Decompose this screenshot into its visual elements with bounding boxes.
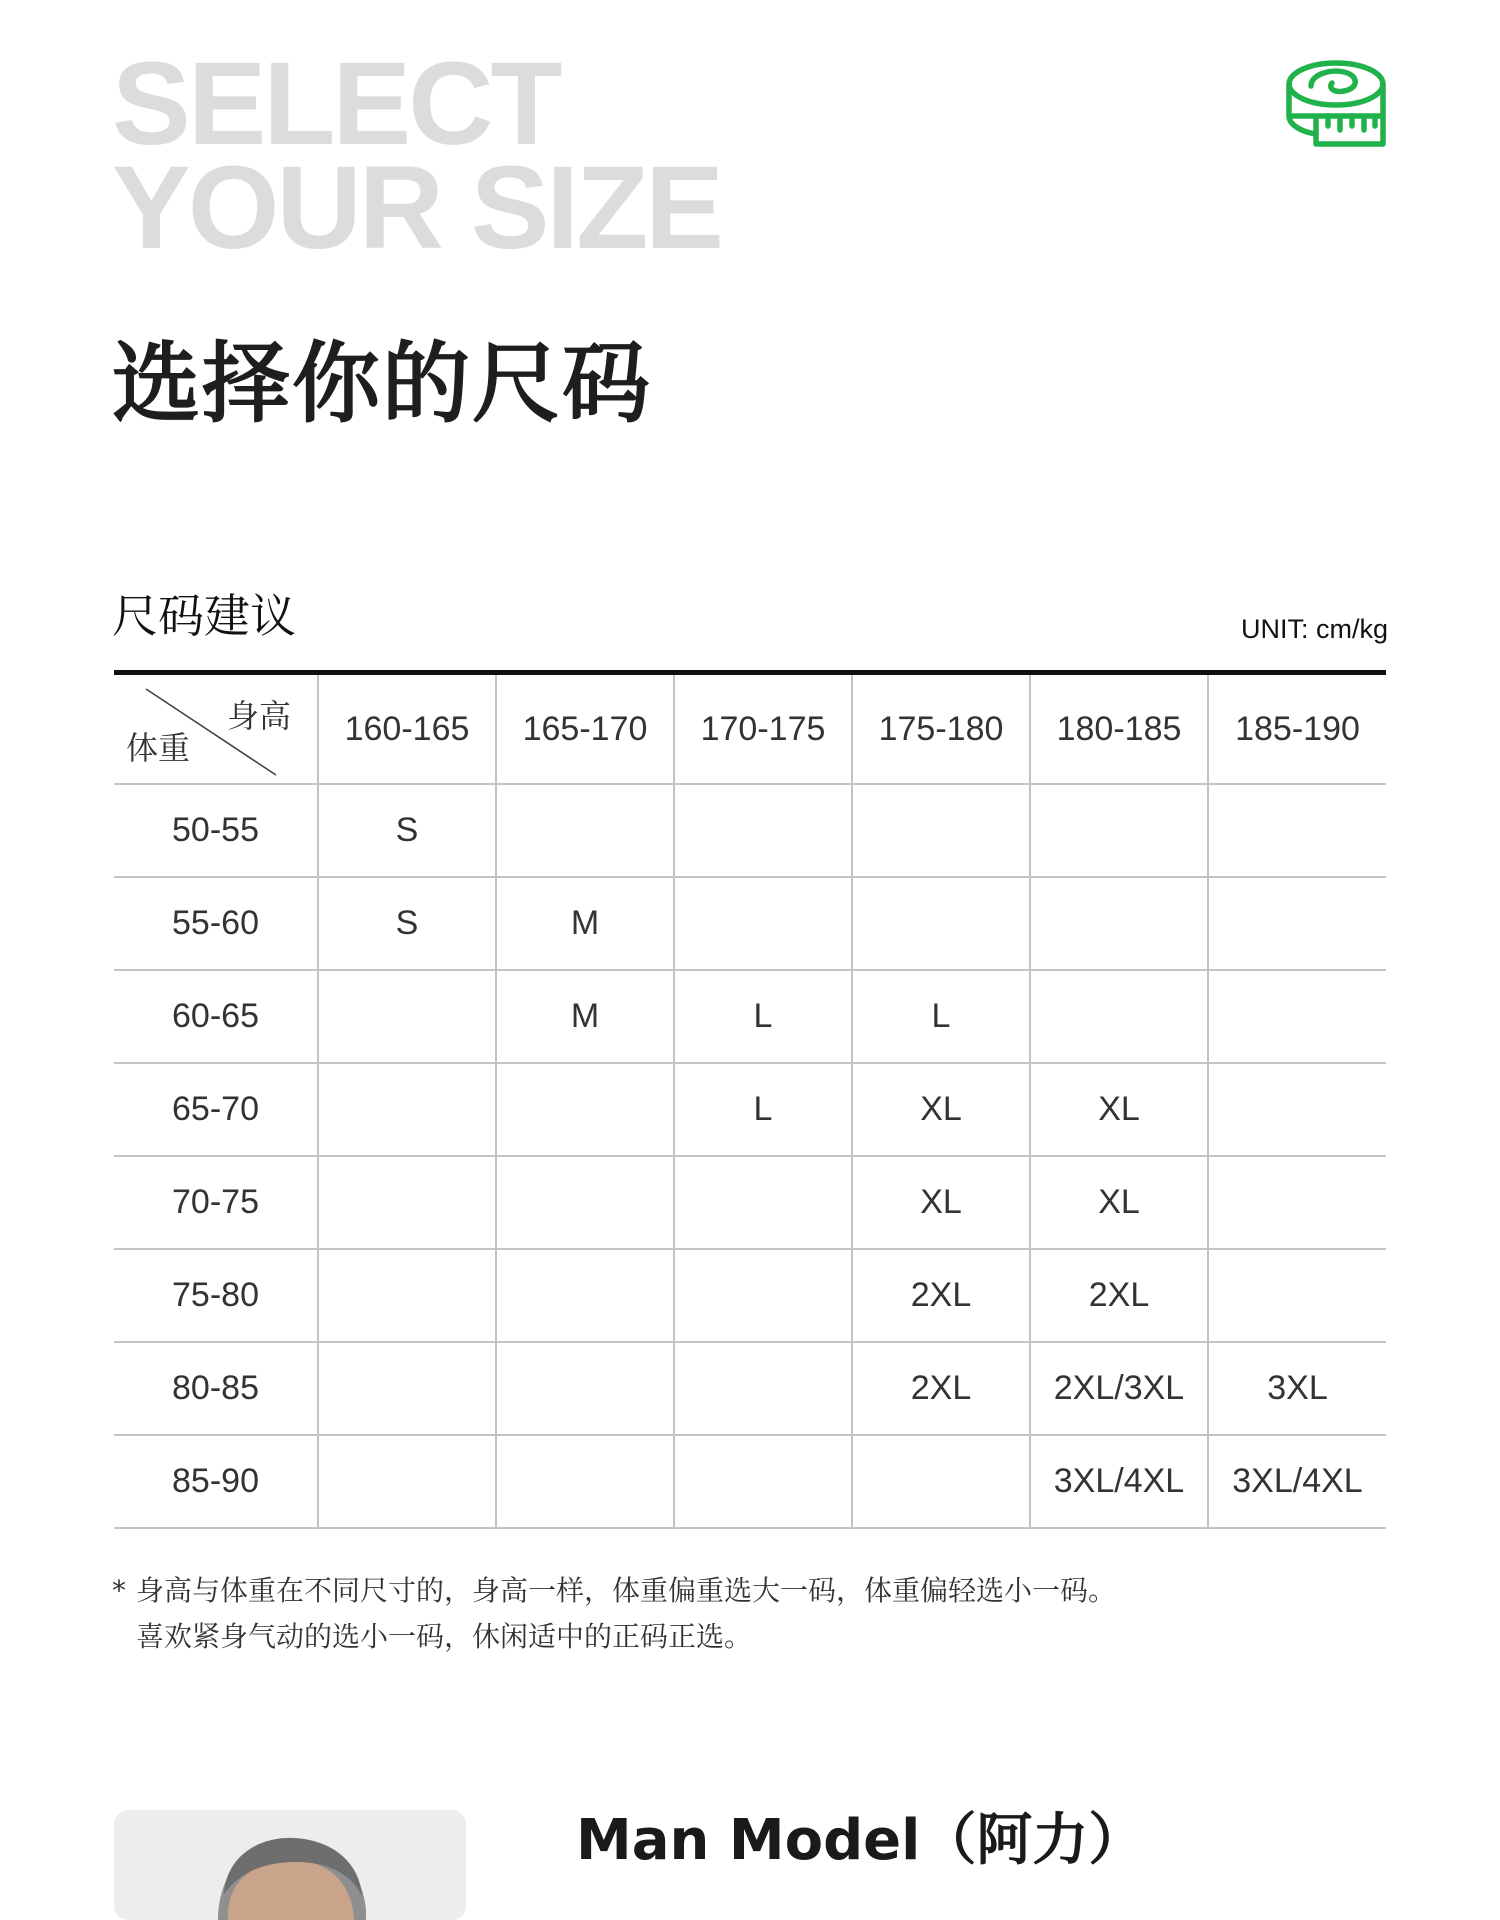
size-cell: L — [674, 970, 852, 1063]
height-range-header: 170-175 — [674, 675, 852, 784]
table-row — [114, 784, 1386, 877]
size-cell: M — [496, 970, 674, 1063]
size-cell: S — [318, 784, 496, 877]
size-cell: 3XL — [1208, 1342, 1386, 1435]
size-cell — [674, 1156, 852, 1249]
size-cell — [496, 1156, 674, 1249]
size-cell: 2XL — [852, 1342, 1030, 1435]
size-cell — [318, 1435, 496, 1528]
size-cell — [318, 1063, 496, 1156]
height-range-header: 160-165 — [318, 675, 496, 784]
header-row — [114, 675, 1386, 784]
hero-line-2: YOUR SIZE — [112, 142, 721, 274]
size-cell — [674, 877, 852, 970]
weight-range-cell: 65-70 — [114, 1063, 318, 1156]
size-cell — [318, 1156, 496, 1249]
size-cell: L — [852, 970, 1030, 1063]
size-cell: XL — [852, 1156, 1030, 1249]
model-head-image — [114, 1810, 466, 1920]
model-photo — [114, 1810, 466, 1920]
size-cell — [1030, 970, 1208, 1063]
hero-heading — [112, 38, 721, 274]
size-cell — [852, 784, 1030, 877]
size-cell: 3XL/4XL — [1208, 1435, 1386, 1528]
table-body — [114, 784, 1386, 1528]
size-cell — [852, 1435, 1030, 1528]
size-cell: XL — [852, 1063, 1030, 1156]
size-cell: XL — [1030, 1156, 1208, 1249]
note-text-1: 身高与体重在不同尺寸的，身高一样，体重偏重选大一码，体重偏轻选小一码。 — [136, 1574, 1117, 1607]
height-range-header: 165-170 — [496, 675, 674, 784]
size-cell — [1208, 970, 1386, 1063]
table-row — [114, 1435, 1386, 1528]
size-chart — [114, 670, 1386, 1529]
weight-range-cell: 55-60 — [114, 877, 318, 970]
size-cell: 2XL — [1030, 1249, 1208, 1342]
size-cell — [1030, 784, 1208, 877]
note-line-2 — [112, 1614, 1116, 1660]
weight-range-cell: 60-65 — [114, 970, 318, 1063]
size-cell — [496, 1342, 674, 1435]
size-cell — [318, 1342, 496, 1435]
size-cell — [674, 784, 852, 877]
size-table — [114, 675, 1386, 1529]
note-line-1 — [112, 1568, 1116, 1614]
size-cell — [1208, 1063, 1386, 1156]
note-text-2: 喜欢紧身气动的选小一码，休闲适中的正码正选。 — [136, 1620, 753, 1653]
size-cell — [496, 784, 674, 877]
size-cell — [1208, 877, 1386, 970]
size-cell — [1208, 784, 1386, 877]
size-cell: L — [674, 1063, 852, 1156]
page-title: 选择你的尺码 — [112, 332, 653, 435]
size-cell — [318, 1249, 496, 1342]
table-row — [114, 1249, 1386, 1342]
weight-axis-label: 体重 — [126, 729, 191, 767]
size-cell — [674, 1249, 852, 1342]
weight-range-cell: 75-80 — [114, 1249, 318, 1342]
size-notes — [112, 1568, 1116, 1660]
model-name: Man Model（阿力） — [576, 1808, 1145, 1873]
size-cell — [1208, 1156, 1386, 1249]
size-cell — [1030, 877, 1208, 970]
size-cell: M — [496, 877, 674, 970]
size-cell: 2XL/3XL — [1030, 1342, 1208, 1435]
hero-line-1: SELECT — [112, 38, 560, 170]
size-cell — [674, 1435, 852, 1528]
size-cell: XL — [1030, 1063, 1208, 1156]
size-cell: 2XL — [852, 1249, 1030, 1342]
size-cell — [496, 1249, 674, 1342]
table-row — [114, 877, 1386, 970]
size-cell — [496, 1435, 674, 1528]
height-range-header: 175-180 — [852, 675, 1030, 784]
weight-range-cell: 85-90 — [114, 1435, 318, 1528]
size-cell — [674, 1342, 852, 1435]
height-range-header: 185-190 — [1208, 675, 1386, 784]
size-cell — [852, 877, 1030, 970]
weight-range-cell: 80-85 — [114, 1342, 318, 1435]
size-cell — [1208, 1249, 1386, 1342]
table-row — [114, 970, 1386, 1063]
height-axis-label: 身高 — [226, 697, 291, 735]
size-cell — [318, 970, 496, 1063]
weight-range-cell: 50-55 — [114, 784, 318, 877]
note-asterisk: * — [112, 1574, 126, 1607]
table-row — [114, 1342, 1386, 1435]
table-header — [114, 675, 1386, 784]
size-cell: 3XL/4XL — [1030, 1435, 1208, 1528]
section-title: 尺码建议 — [112, 589, 296, 643]
weight-range-cell: 70-75 — [114, 1156, 318, 1249]
unit-label: UNIT: cm/kg — [1240, 614, 1388, 644]
table-row — [114, 1063, 1386, 1156]
corner-cell — [114, 675, 318, 784]
table-row — [114, 1156, 1386, 1249]
height-range-header: 180-185 — [1030, 675, 1208, 784]
size-cell: S — [318, 877, 496, 970]
measuring-tape-icon — [1284, 58, 1388, 148]
size-cell — [496, 1063, 674, 1156]
